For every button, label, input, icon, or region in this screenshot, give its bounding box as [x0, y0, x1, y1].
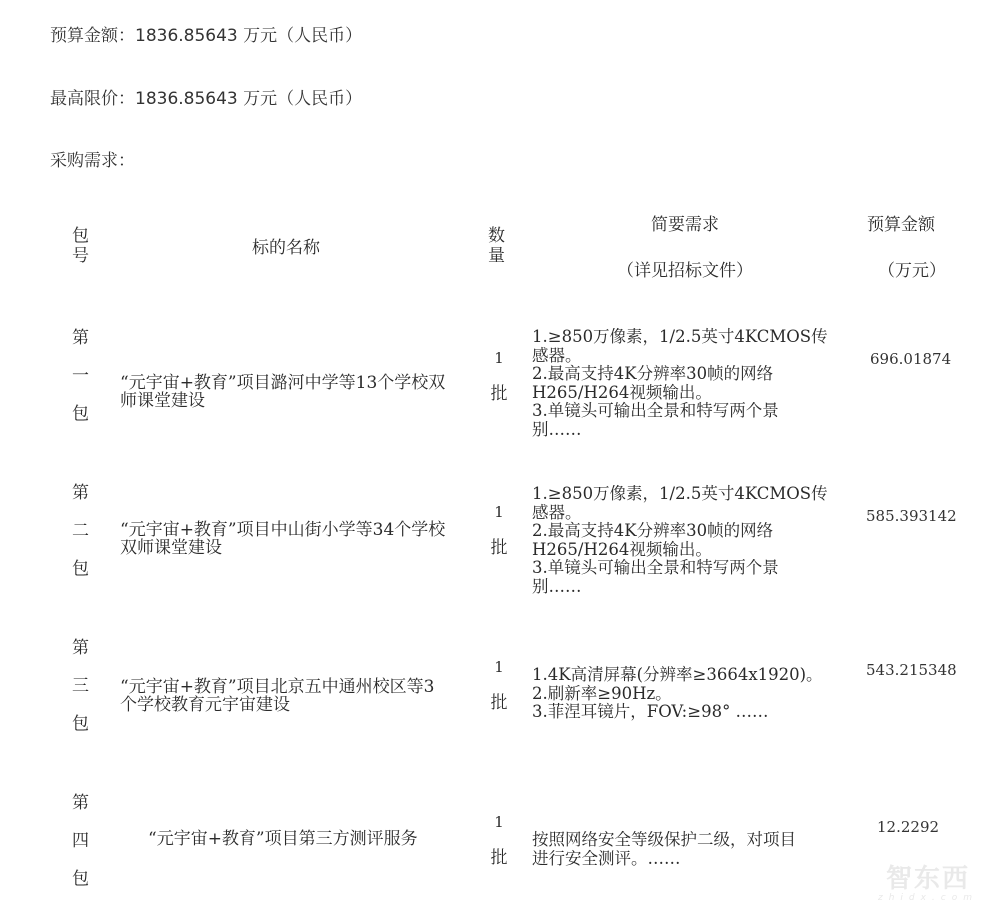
package-number: 第 一 包	[72, 328, 89, 424]
requirements-text: 按照网络安全等级保护二级，对项目 进行安全测评。……	[532, 830, 796, 868]
watermark-logo	[868, 858, 988, 903]
header-requirements-note: （详见招标文件）	[617, 261, 753, 281]
watermark-logo-text: 智东西	[885, 864, 970, 894]
header-budget-unit: （万元）	[878, 261, 946, 281]
header-item-name: 标的名称	[252, 238, 320, 258]
quantity: 1 批	[490, 813, 508, 868]
header-package-no: 包 号	[72, 226, 89, 266]
requirements-text: 1.≥850万像素，1/2.5英寸4KCMOS传 感器。 2.最高支持4K分辨率30帧的网络 H265/H264视频输出。 3.单镜头可输出全景和特写两个景 别……	[532, 327, 828, 439]
requirements-text: 1.≥850万像素，1/2.5英寸4KCMOS传 感器。 2.最高支持4K分辨率30帧的网络 H265/H264视频输出。 3.单镜头可输出全景和特写两个景 别……	[532, 484, 828, 596]
budget-amount: 585.393142	[866, 507, 957, 525]
package-number: 第 三 包	[72, 638, 89, 734]
header-budget: 预算金额	[867, 215, 935, 235]
max-price-line: 最高限价：1836.85643 万元（人民币）	[50, 89, 363, 109]
budget-amount: 696.01874	[870, 350, 952, 368]
package-number: 第 四 包	[72, 793, 89, 889]
quantity: 1 批	[490, 503, 508, 558]
item-name: “元宇宙+教育”项目潞河中学等13个学校双 师课堂建设	[120, 373, 446, 411]
requirements-label: 采购需求：	[50, 151, 135, 171]
item-name: “元宇宙+教育”项目中山街小学等34个学校 双师课堂建设	[120, 520, 446, 558]
watermark-domain: zhidx.com	[877, 893, 979, 903]
quantity: 1 批	[490, 349, 508, 404]
header-requirements: 简要需求	[651, 215, 719, 235]
item-name: “元宇宙+教育”项目第三方测评服务	[148, 829, 418, 849]
quantity: 1 批	[490, 658, 508, 713]
item-name: “元宇宙+教育”项目北京五中通州校区等3 个学校教育元宇宙建设	[120, 677, 435, 715]
requirements-text: 1.4K高清屏幕(分辨率≥3664x1920)。 2.刷新率≥90Hz。 3.菲涅耳镜片，FOV:≥98° ……	[532, 665, 823, 721]
budget-amount: 543.215348	[866, 661, 957, 679]
header-quantity: 数 量	[488, 226, 505, 266]
budget-amount-line: 预算金额：1836.85643 万元（人民币）	[50, 26, 363, 46]
budget-amount: 12.2292	[877, 818, 940, 836]
package-number: 第 二 包	[72, 483, 89, 579]
